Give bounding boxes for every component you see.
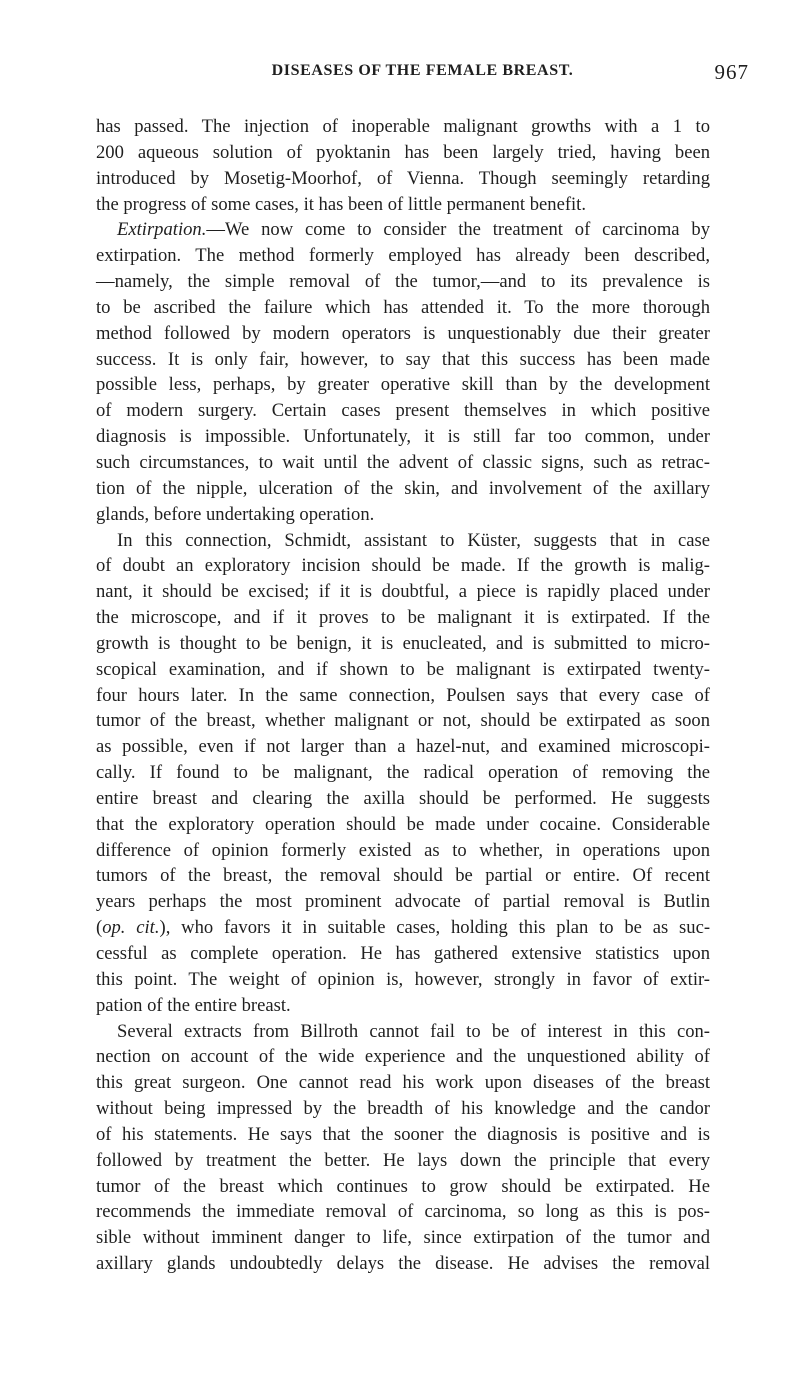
text-line: of doubt an exploratory incision should be made. If the growth is malig-	[96, 555, 710, 577]
text-line: Several extracts from Billroth cannot fail to be of interest in this con-	[117, 1020, 710, 1042]
text-line: growth is thought to be benign, it is enucleated, and is submitted to micro-	[96, 632, 710, 654]
text-line: (op. cit.), who favors it in suitable cases, holding this plan to be as suc-	[96, 917, 711, 939]
body-text	[96, 114, 710, 1277]
text-line: sible without imminent danger to life, since extirpation of the tumor and	[96, 1227, 710, 1249]
text-line: diagnosis is impossible. Unfortunately, it is still far too common, under	[96, 426, 710, 448]
text-line: years perhaps the most prominent advocate of partial removal is Butlin	[96, 891, 710, 913]
text-line: pation of the entire breast.	[96, 994, 291, 1016]
text-line: this great surgeon. One cannot read his work upon diseases of the breast	[96, 1072, 710, 1094]
text-line: this point. The weight of opinion is, however, strongly in favor of extir-	[96, 968, 710, 990]
text-line: of modern surgery. Certain cases present themselves in which positive	[96, 400, 710, 422]
text-line: that the exploratory operation should be made under cocaine. Considerable	[96, 813, 710, 835]
text-line: of his statements. He says that the sooner the diagnosis is positive and is	[96, 1123, 710, 1145]
text-line: 200 aqueous solution of pyoktanin has been largely tried, having been	[96, 141, 710, 163]
running-title: DISEASES OF THE FEMALE BREAST.	[271, 62, 574, 79]
text-line: nection on account of the wide experience and the unquestioned ability of	[96, 1046, 710, 1068]
text-line: tumor of the breast which continues to grow should be extirpated. He	[96, 1175, 710, 1197]
italic-text: op. cit.	[102, 917, 160, 939]
text-line: cally. If found to be malignant, the radical operation of removing the	[96, 762, 710, 784]
text-line: In this connection, Schmidt, assistant to Küster, suggests that in case	[117, 529, 710, 551]
text-line: to be ascribed the failure which has attended it. To the more thorough	[96, 296, 710, 318]
text-line: Extirpation.—We now come to consider the treatment of carcinoma by	[117, 219, 710, 241]
text-line: recommends the immediate removal of carcinoma, so long as this is pos-	[96, 1201, 710, 1223]
text-line: success. It is only fair, however, to say that this success has been made	[96, 348, 710, 370]
text-line: glands, before undertaking operation.	[96, 503, 375, 525]
running-head	[96, 60, 749, 84]
text-line: as possible, even if not larger than a hazel-nut, and examined microscopi-	[96, 736, 710, 758]
text-line: has passed. The injection of inoperable malignant growths with a 1 to	[96, 116, 710, 137]
text-line: four hours later. In the same connection, Poulsen says that every case of	[96, 684, 710, 706]
text-line: possible less, perhaps, by greater operative skill than by the development	[96, 374, 710, 396]
text-line: followed by treatment the better. He lays down the principle that every	[96, 1149, 710, 1171]
text-line: —namely, the simple removal of the tumor,—and to its prevalence is	[96, 271, 710, 293]
text-line: extirpation. The method formerly employed has already been described,	[96, 245, 710, 267]
text-line: tion of the nipple, ulceration of the skin, and involvement of the axillary	[96, 477, 710, 499]
text-line: method followed by modern operators is unquestionably due their greater	[96, 322, 710, 344]
text-line: entire breast and clearing the axilla should be performed. He suggests	[96, 787, 710, 809]
text-line: tumors of the breast, the removal should be partial or entire. Of recent	[96, 865, 710, 887]
page-number: 967	[714, 60, 749, 84]
text-line: introduced by Mosetig-Moorhof, of Vienna. Though seemingly retarding	[96, 167, 710, 189]
text-line: scopical examination, and if shown to be malignant is extirpated twenty-	[96, 658, 710, 680]
text-line: tumor of the breast, whether malignant or not, should be extirpated as soon	[96, 710, 710, 732]
text-line: difference of opinion formerly existed as to whether, in operations upon	[96, 839, 710, 861]
text-line: the microscope, and if it proves to be malignant it is extirpated. If the	[96, 607, 710, 629]
text-line: the progress of some cases, it has been of little permanent benefit.	[96, 193, 586, 215]
italic-text: Extirpation.	[117, 219, 207, 241]
text-line: nant, it should be excised; if it is doubtful, a piece is rapidly placed under	[96, 581, 710, 603]
text-line: cessful as complete operation. He has gathered extensive statistics upon	[96, 943, 710, 964]
text-line: axillary glands undoubtedly delays the disease. He advises the removal	[96, 1253, 710, 1275]
text-line: such circumstances, to wait until the advent of classic signs, such as retrac-	[96, 451, 710, 473]
text-line: without being impressed by the breadth of his knowledge and the candor	[96, 1098, 710, 1120]
